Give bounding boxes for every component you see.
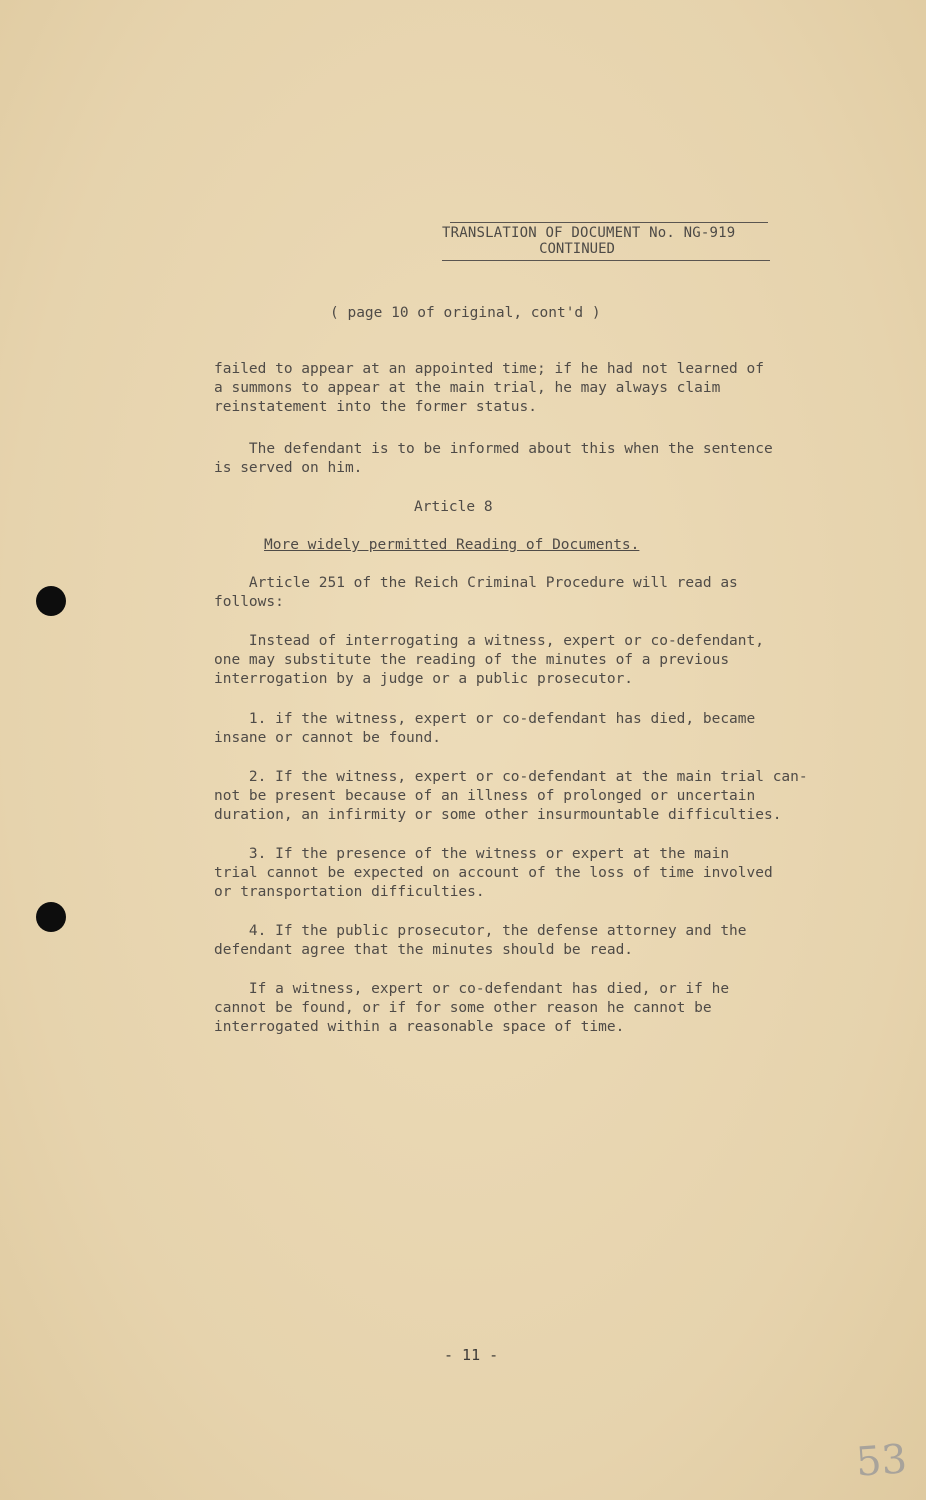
list-item-2: 2. If the witness, expert or co-defendant at the main trial can- not be present because of an illness of prolonged or uncertain duration, an infirmity or some other insurmountable difficulties. (214, 769, 808, 823)
punch-hole-top (36, 586, 66, 616)
paragraph-2: The defendant is to be informed about this when the sentence is served on him. (214, 441, 773, 476)
header-rule-top (450, 222, 768, 223)
article-heading: Article 8 (414, 499, 493, 515)
list-item-4: 4. If the public prosecutor, the defense attorney and the defendant agree that the minutes should be read. (214, 923, 747, 958)
header-rule-bottom (442, 260, 770, 261)
header-continued: CONTINUED (539, 241, 615, 257)
punch-hole-bottom (36, 902, 66, 932)
paragraph-4: Instead of interrogating a witness, expert or co-defendant, one may substitute the reading of the minutes of a previous interrogation by a judge or a public prosecutor. (214, 633, 764, 687)
document-header (442, 222, 770, 261)
header-title: TRANSLATION OF DOCUMENT No. NG-919 (442, 225, 736, 241)
page-reference: ( page 10 of original, cont'd ) (330, 305, 601, 321)
paragraph-5: If a witness, expert or co-defendant has died, or if he cannot be found, or if for some other reason he cannot be interrogated within a reasonable space of time. (214, 981, 730, 1035)
handwritten-number: 53 (854, 1436, 909, 1486)
paragraph-3: Article 251 of the Reich Criminal Procedure will read as follows: (214, 575, 738, 610)
list-item-1: 1. if the witness, expert or co-defendant has died, became insane or cannot be found. (214, 711, 756, 746)
list-item-3: 3. If the presence of the witness or expert at the main trial cannot be expected on account of the loss of time involved or transportation difficulties. (214, 846, 773, 900)
article-subtitle: More widely permitted Reading of Documents. (264, 537, 640, 553)
paragraph-1: failed to appear at an appointed time; if he had not learned of a summons to appear at the main trial, he may always claim reinstatement into the former status. (214, 361, 764, 415)
page-number: - 11 - (444, 1346, 499, 1364)
